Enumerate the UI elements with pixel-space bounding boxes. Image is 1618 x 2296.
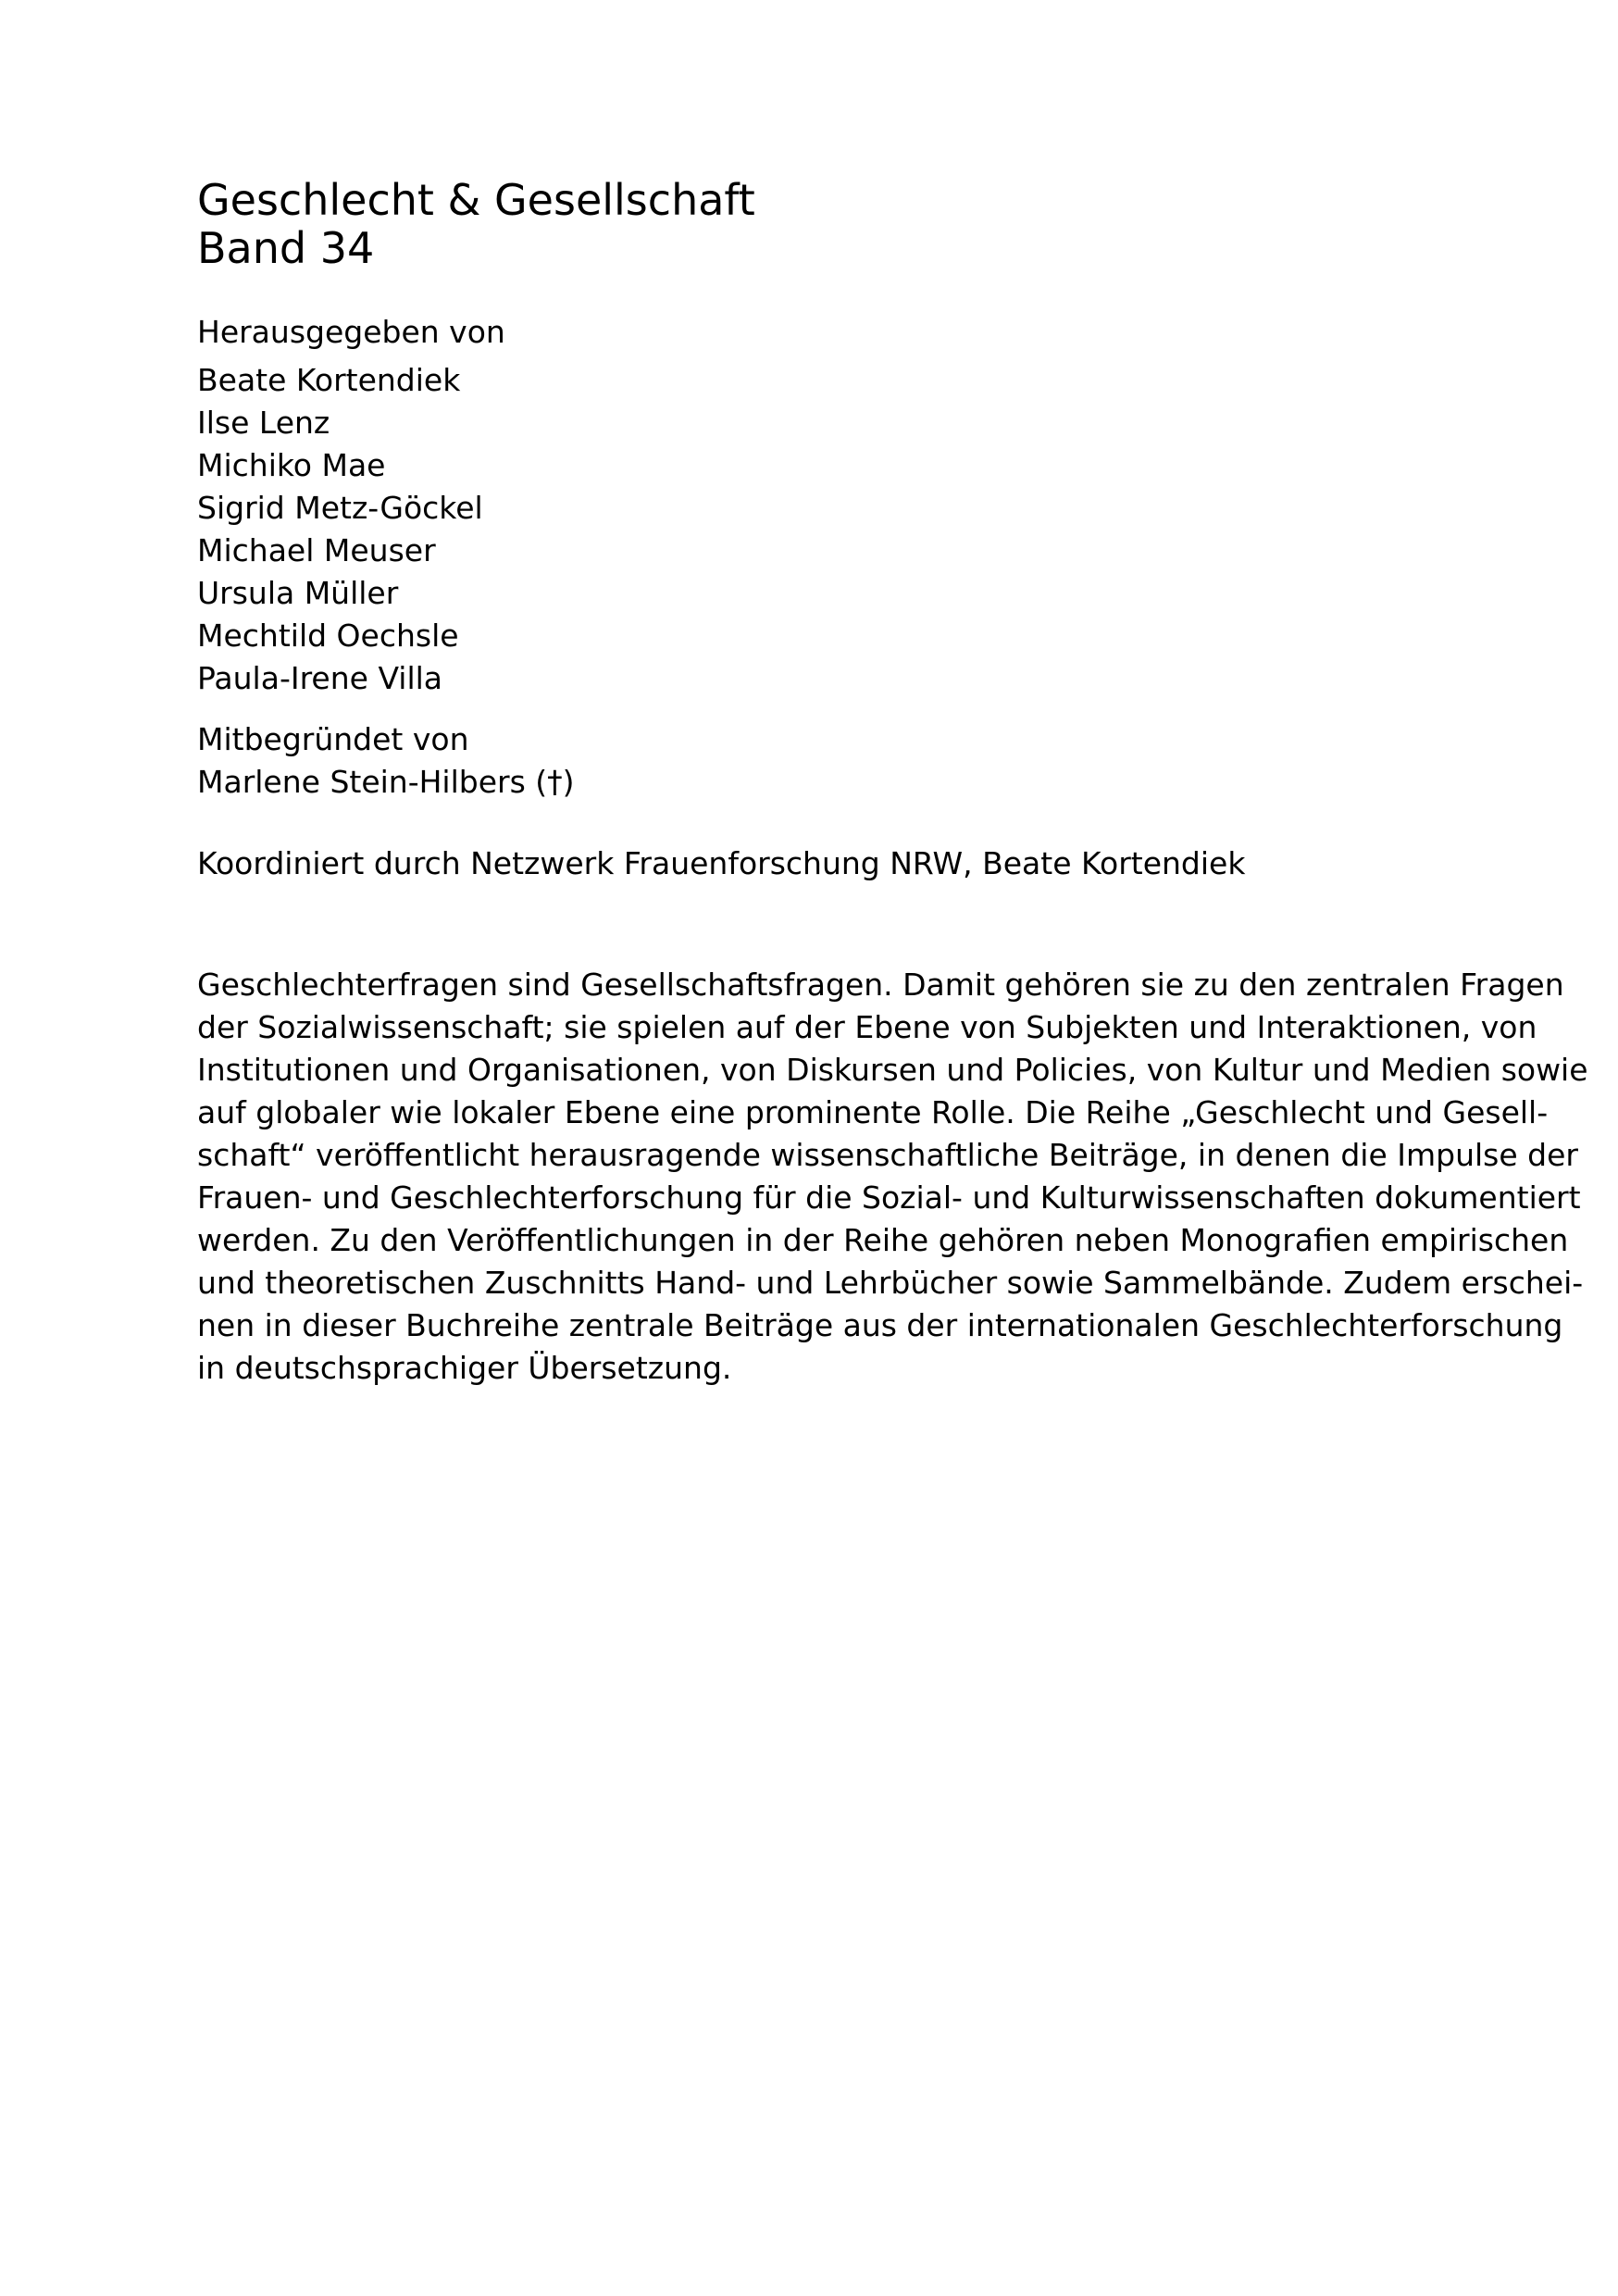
editor-name: Michiko Mae	[197, 447, 386, 483]
series-page	[197, 175, 1588, 1390]
series-description	[197, 964, 1588, 1390]
coordination-note: Koordiniert durch Netzwerk Frauenforschung NRW, Beate Kortendiek	[197, 845, 1246, 881]
editor-name: Paula-Irene Villa	[197, 660, 443, 696]
cofounder-name: Marlene Stein-Hilbers (†)	[197, 764, 575, 800]
cofounded-block	[197, 718, 1428, 804]
description-line: in deutschsprachiger Übersetzung.	[197, 1350, 732, 1386]
editors-block	[197, 311, 1428, 700]
description-line: Frauen- und Geschlechterforschung für die Sozial- und Kulturwissenschaften dokumentiert	[197, 1179, 1581, 1216]
series-title: Geschlecht & Gesellschaft	[197, 175, 755, 225]
editors-list	[197, 359, 1428, 700]
editors-label: Herausgegeben von	[197, 314, 505, 350]
description-line: nen in dieser Buchreihe zentrale Beiträge aus der internationalen Geschlechterforschung	[197, 1307, 1563, 1343]
description-line: auf globaler wie lokaler Ebene eine prominente Rolle. Die Reihe „Geschlecht und Gesell-	[197, 1094, 1549, 1130]
description-line: Institutionen und Organisationen, von Diskursen und Policies, von Kultur und Medien sowie	[197, 1052, 1588, 1088]
editor-name: Mechtild Oechsle	[197, 618, 459, 654]
cofounded-label: Mitbegründet von	[197, 721, 469, 757]
description-line: werden. Zu den Veröffentlichungen in der Reihe gehören neben Monografien empirischen	[197, 1222, 1569, 1258]
series-volume: Band 34	[197, 223, 375, 273]
editor-name: Sigrid Metz-Göckel	[197, 490, 483, 526]
description-line: Geschlechterfragen sind Gesellschaftsfragen. Damit gehören sie zu den zentralen Fragen	[197, 967, 1564, 1003]
description-line: der Sozialwissenschaft; sie spielen auf der Ebene von Subjekten und Interaktionen, von	[197, 1009, 1537, 1045]
editor-name: Ursula Müller	[197, 575, 399, 611]
series-header	[197, 176, 1428, 272]
description-line: schaft“ veröffentlicht herausragende wissenschaftliche Beiträge, in denen die Impulse der	[197, 1137, 1578, 1173]
description-line: und theoretischen Zuschnitts Hand- und Lehrbücher sowie Sammelbände. Zudem erschei-	[197, 1265, 1584, 1301]
editor-name: Ilse Lenz	[197, 405, 330, 441]
editor-name: Michael Meuser	[197, 532, 436, 568]
editor-name: Beate Kortendiek	[197, 362, 461, 398]
